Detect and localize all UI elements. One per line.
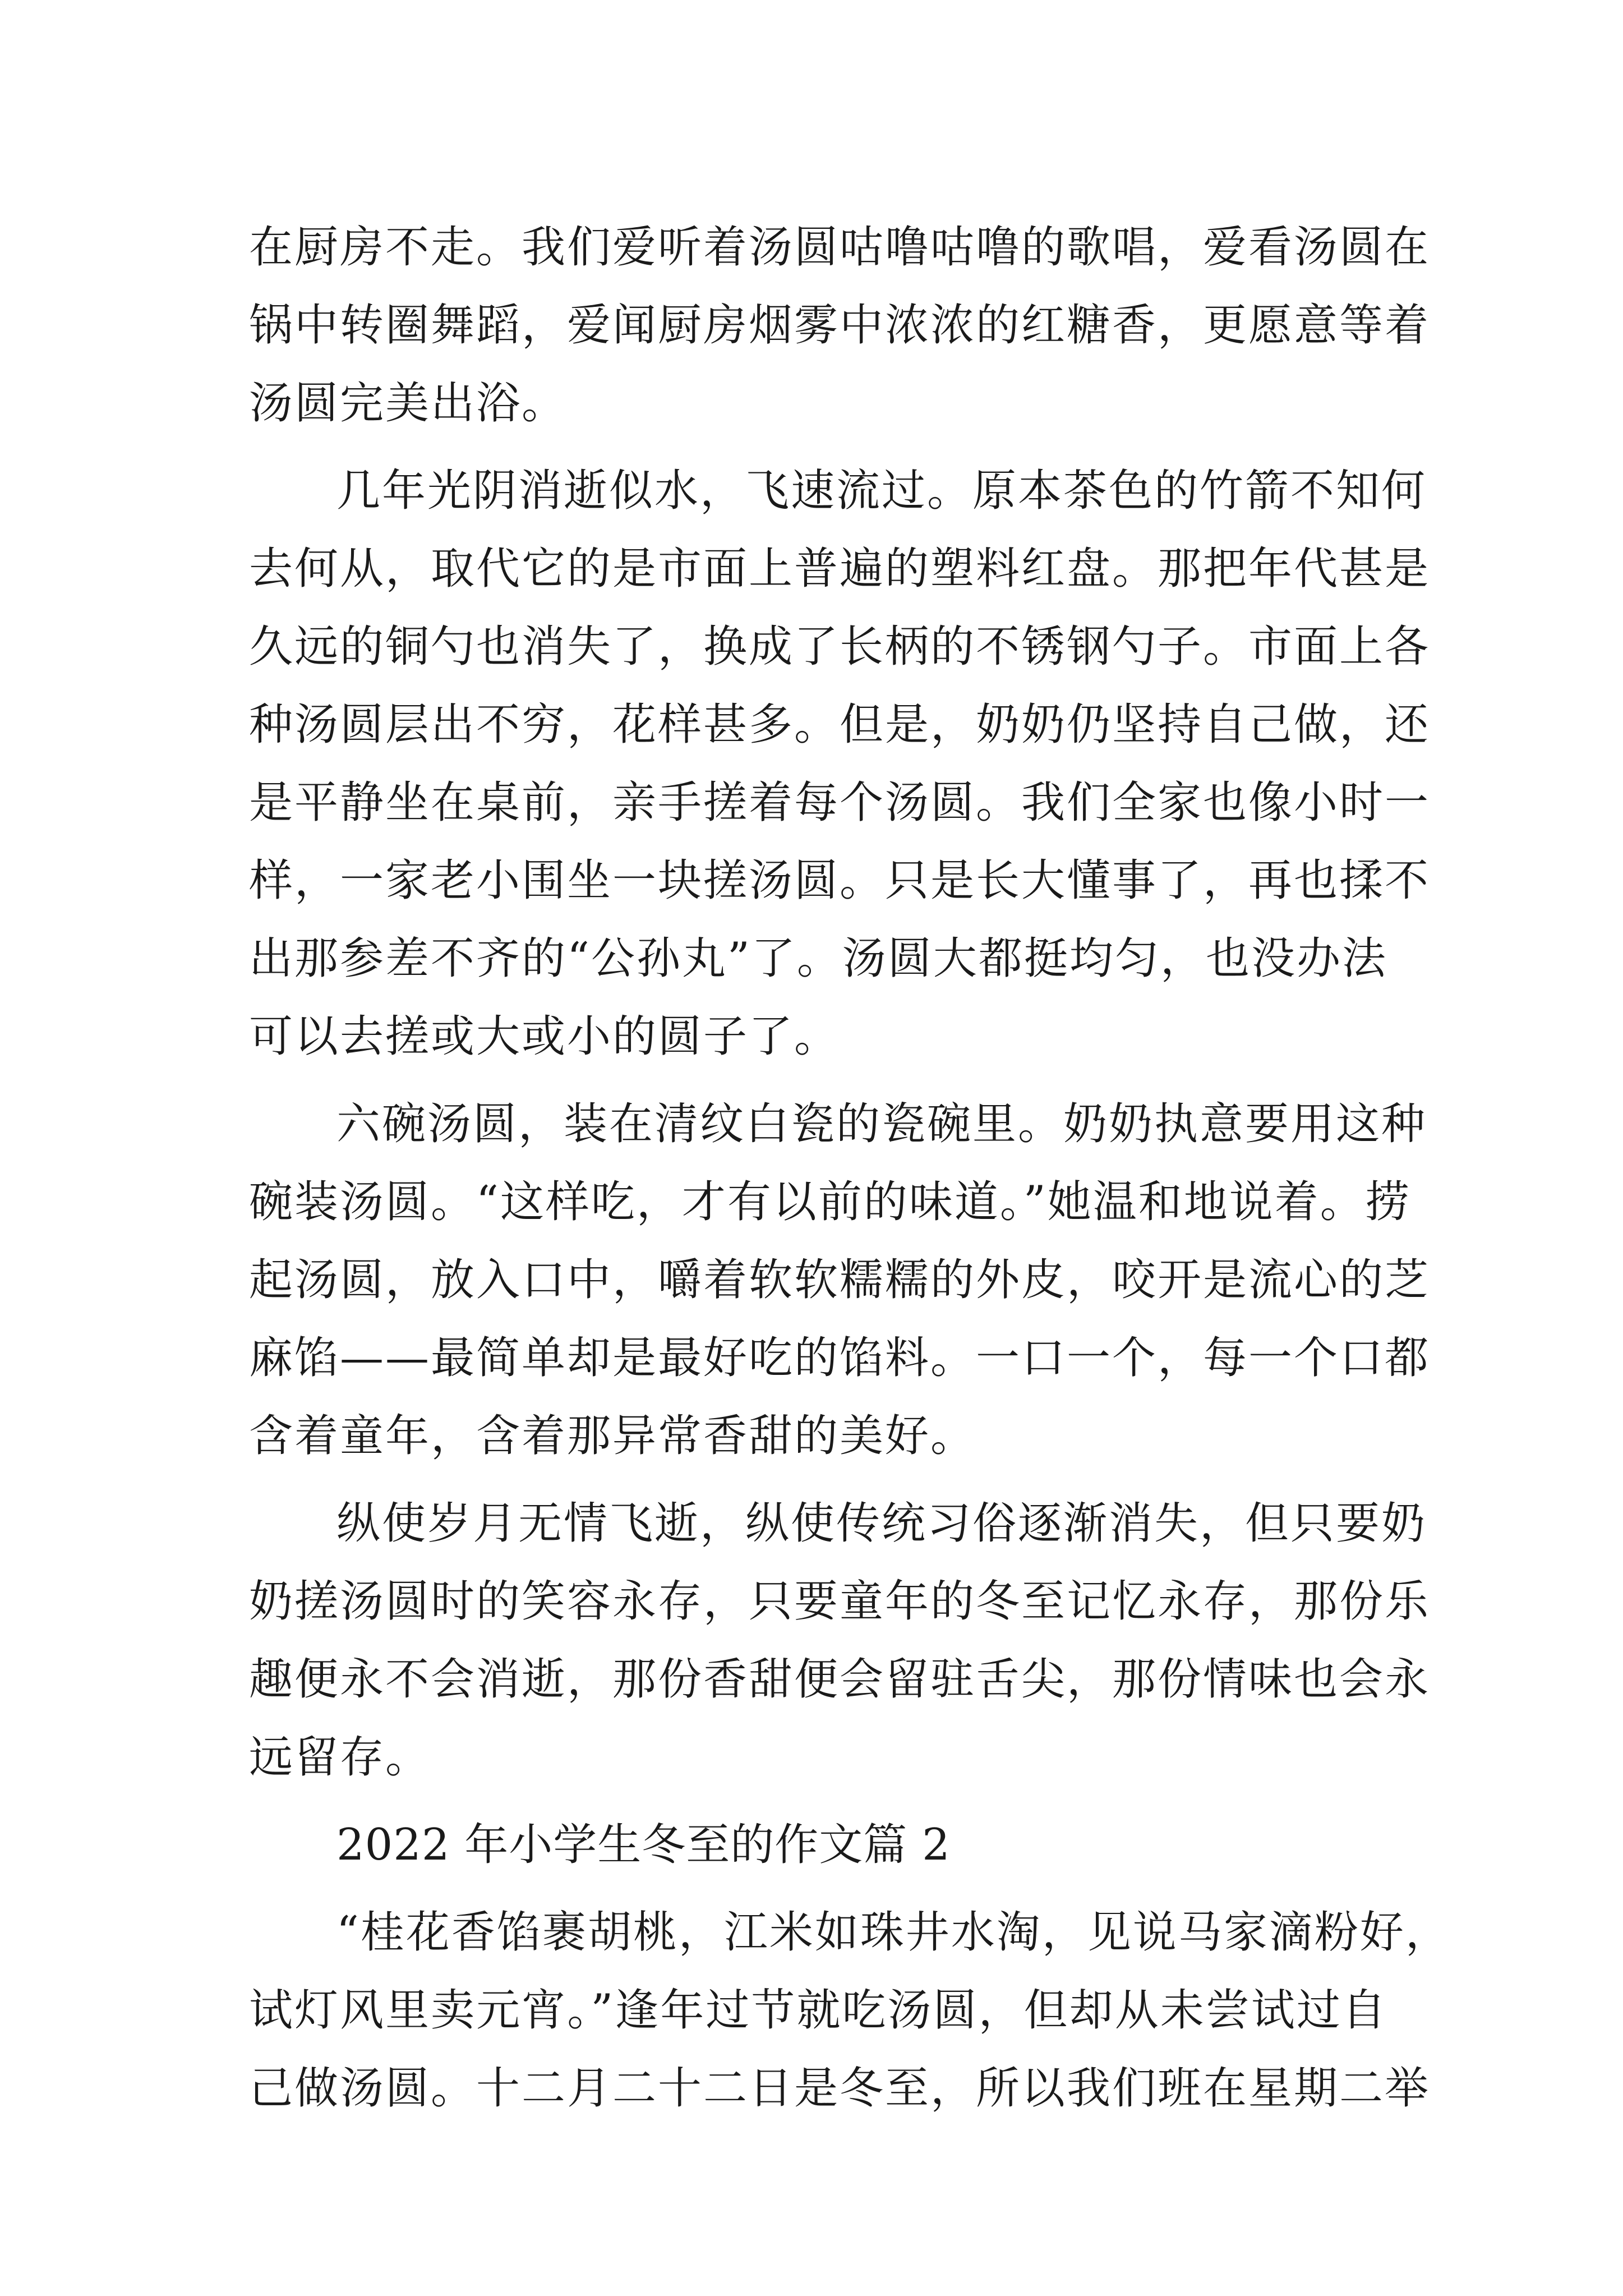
text-line: 趣便永不会消逝，那份香甜便会留驻舌尖，那份情味也会永 <box>249 1654 1431 1705</box>
text-line: 纵使岁月无情飞逝，纵使传统习俗逐渐消失，但只要奶 <box>336 1498 1427 1549</box>
text-line: 远留存。 <box>249 1732 431 1783</box>
section-heading: 2022 年小学生冬至的作文篇 2 <box>336 1820 951 1870</box>
text-line: 汤圆完美出浴。 <box>249 378 568 429</box>
text-line: 奶搓汤圆时的笑容永存，只要童年的冬至记忆永存，那份乐 <box>249 1576 1431 1627</box>
text-line: 锅中转圈舞蹈，爱闻厨房烟雾中浓浓的红糖香，更愿意等着 <box>249 300 1431 351</box>
text-line: “桂花香馅裹胡桃，江米如珠井水淘，见说马家滴粉好， <box>336 1907 1451 1958</box>
text-line: 试灯风里卖元宵。”逢年过节就吃汤圆，但却从未尝试过自 <box>249 1985 1387 2036</box>
text-line: 几年光阴消逝似水，飞速流过。原本茶色的竹箭不知何 <box>336 466 1427 516</box>
text-line: 是平静坐在桌前，亲手搓着每个汤圆。我们全家也像小时一 <box>249 777 1431 828</box>
text-line: 在厨房不走。我们爱听着汤圆咕噜咕噜的歌唱，爱看汤圆在 <box>249 222 1431 273</box>
text-line: 久远的铜勺也消失了，换成了长柄的不锈钢勺子。市面上各 <box>249 622 1431 672</box>
text-line: 含着童年，含着那异常香甜的美好。 <box>249 1411 976 1461</box>
text-line: 种汤圆层出不穷，花样甚多。但是，奶奶仍坚持自己做，还 <box>249 700 1431 750</box>
text-line: 麻馅——最简单却是最好吃的馅料。一口一个，每一个口都 <box>249 1333 1431 1383</box>
text-line: 出那参差不齐的“公孙丸”了。汤圆大都挺均匀，也没办法 <box>249 933 1387 984</box>
text-line: 碗装汤圆。“这样吃，才有以前的味道。”她温和地说着。捞 <box>249 1177 1411 1227</box>
text-line: 己做汤圆。十二月二十二日是冬至，所以我们班在星期二举 <box>249 2063 1431 2114</box>
text-line: 可以去搓或大或小的圆子了。 <box>249 1011 840 1062</box>
text-line: 起汤圆，放入口中，嚼着软软糯糯的外皮，咬开是流心的芝 <box>249 1255 1431 1305</box>
essay-body <box>249 209 1451 2128</box>
text-line: 去何从，取代它的是市面上普遍的塑料红盘。那把年代甚是 <box>249 544 1431 594</box>
text-line: 样，一家老小围坐一块搓汤圆。只是长大懂事了，再也揉不 <box>249 855 1431 906</box>
text-line: 六碗汤圆，装在清纹白瓷的瓷碗里。奶奶执意要用这种 <box>336 1099 1427 1149</box>
